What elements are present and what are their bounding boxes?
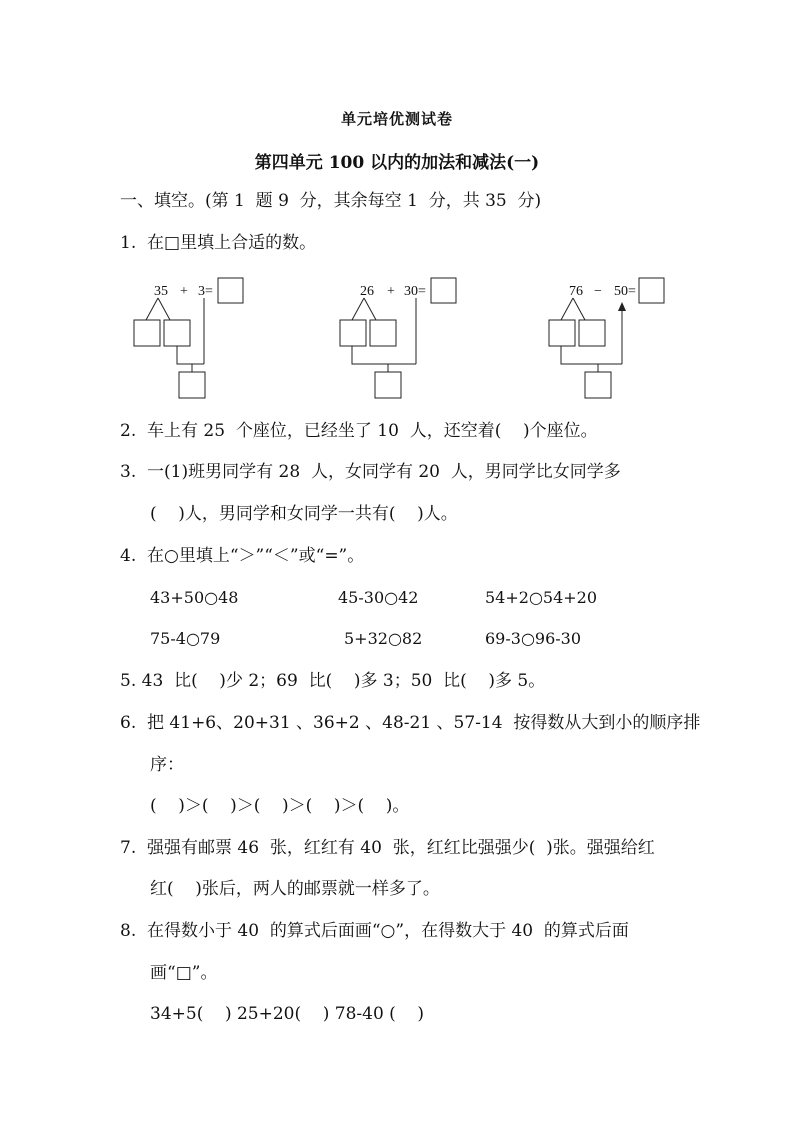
compare-item: 43+50○48 bbox=[150, 588, 239, 607]
q1-diagram-1 bbox=[134, 278, 243, 398]
q1-d1-answer-box[interactable] bbox=[218, 278, 243, 303]
question-4: 4. 在○里填上“＞”“＜”或“=”。 bbox=[120, 546, 365, 566]
q1-diagram-3 bbox=[549, 278, 664, 398]
q1-d2-result-box[interactable] bbox=[375, 372, 401, 398]
compare-item: 45-30○42 bbox=[338, 588, 419, 607]
question-2: 2. 车上有 25 个座位，已经坐了 10 人，还空着( )个座位。 bbox=[120, 421, 598, 441]
q1-d3-result-box[interactable] bbox=[585, 372, 611, 398]
q1-d3-operator: − bbox=[594, 284, 602, 299]
question-5: 5. 43 比( )少 2；69 比( )多 3；50 比( )多 5。 bbox=[120, 671, 546, 691]
compare-item: 5+32○82 bbox=[344, 629, 423, 648]
q1-d3-operand-b: 50= bbox=[614, 284, 636, 299]
question-3-line-2: ( )人，男同学和女同学一共有( )人。 bbox=[150, 504, 458, 524]
q1-d2-split-box-1[interactable] bbox=[340, 320, 366, 346]
compare-item: 54+2○54+20 bbox=[485, 588, 598, 607]
compare-item: 69-3○96-30 bbox=[485, 629, 582, 648]
arrow-up-icon bbox=[618, 302, 626, 311]
q1-d3-answer-box[interactable] bbox=[639, 278, 664, 303]
question-7-line-1: 7. 强强有邮票 46 张，红红有 40 张，红红比强强少( )张。强强给红 bbox=[120, 838, 655, 858]
q1-d3-split-box-1[interactable] bbox=[549, 320, 575, 346]
q1-d1-operand-b: 3= bbox=[198, 284, 213, 299]
q1-d1-operator: + bbox=[180, 284, 188, 299]
q1-d2-answer-box[interactable] bbox=[431, 278, 456, 303]
q1-d2-operator: + bbox=[387, 284, 395, 299]
page-subtitle: 第四单元 100 以内的加法和减法(一) bbox=[254, 153, 540, 173]
q1-d3-split-box-2[interactable] bbox=[579, 320, 605, 346]
question-3-line-1: 3. 一(1)班男同学有 28 人，女同学有 20 人，男同学比女同学多 bbox=[120, 462, 621, 482]
q1-diagram-2 bbox=[340, 278, 456, 398]
question-7-line-2: 红( )张后，两人的邮票就一样多了。 bbox=[150, 879, 440, 899]
q1-d2-operand-b: 30= bbox=[404, 284, 426, 299]
question-8-line-3: 34+5( ) 25+20( ) 78-40 ( ) bbox=[150, 1004, 425, 1024]
q1-diagrams bbox=[120, 276, 680, 410]
page-title: 单元培优测试卷 bbox=[340, 110, 453, 128]
q1-d1-result-box[interactable] bbox=[179, 372, 205, 398]
q1-d2-split-box-2[interactable] bbox=[370, 320, 396, 346]
question-6-line-2: 序： bbox=[150, 755, 184, 775]
question-1: 1. 在□里填上合适的数。 bbox=[120, 233, 317, 253]
question-8-line-2: 画“□”。 bbox=[150, 963, 218, 983]
compare-item: 75-4○79 bbox=[150, 629, 221, 648]
q1-d1-operand-a: 35 bbox=[154, 284, 168, 299]
q1-diagram-svg bbox=[120, 276, 680, 406]
q1-d2-operand-a: 26 bbox=[360, 284, 374, 299]
question-6-line-3: ( )＞( )＞( )＞( )＞( )。 bbox=[150, 796, 410, 816]
section-heading: 一、填空。(第 1 题 9 分，其余每空 1 分，共 35 分) bbox=[120, 191, 542, 211]
question-8-line-1: 8. 在得数小于 40 的算式后面画“○”，在得数大于 40 的算式后面 bbox=[120, 921, 629, 941]
q1-d1-split-box-2[interactable] bbox=[164, 320, 190, 346]
question-6-line-1: 6. 把 41+6、20+31 、36+2 、48-21 、57-14 按得数从大到小的顺序排 bbox=[120, 713, 701, 733]
q1-d3-operand-a: 76 bbox=[569, 284, 583, 299]
q1-d1-split-box-1[interactable] bbox=[134, 320, 160, 346]
